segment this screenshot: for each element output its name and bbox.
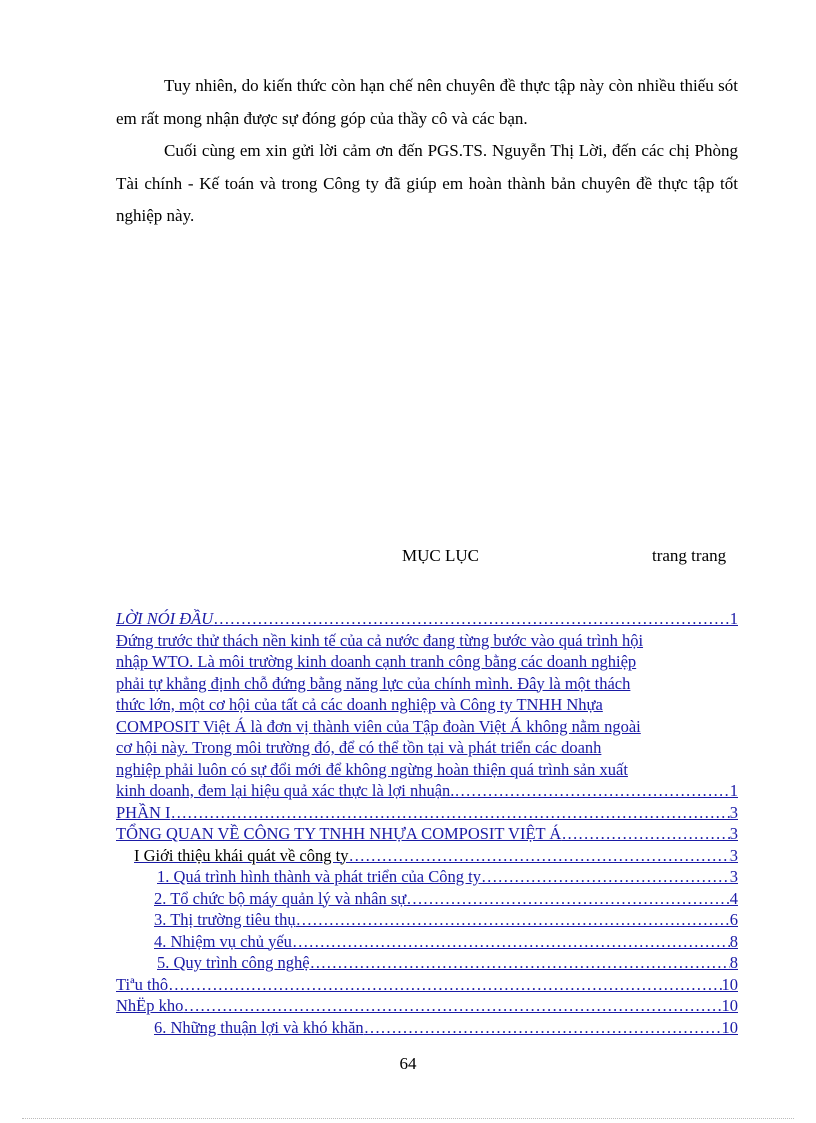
toc-entry-3[interactable]: 3. Thị trường tiêu thụ …………………………………………………………………………………………………………………………………………………………………… 6 bbox=[116, 909, 738, 931]
paragraph-closing-2: Cuối cùng em xin gửi lời cảm ơn đến PGS.TS. Nguyễn Thị Lời, đến các chị Phòng Tài chính - Kế toán và trong Công ty đã giúp em hoàn thành bản chuyên đề thực tập tốt nghiệp này. bbox=[116, 141, 738, 225]
toc-entry-2[interactable]: 2. Tổ chức bộ máy quản lý và nhân sự …………………………………………………………………………………………………………………………………………………………………… 4 bbox=[116, 888, 738, 910]
toc-entry-5[interactable]: 5. Quy trình công nghệ …………………………………………………………………………………………………………………………………………………………………… 8 bbox=[116, 952, 738, 974]
toc-entry-part1[interactable]: PHẦN I …………………………………………………………………………………………………………………………………………………………………… 3 bbox=[116, 802, 738, 824]
footer-divider bbox=[22, 1118, 794, 1119]
page-number: 64 bbox=[399, 1054, 417, 1073]
toc-entry-intro[interactable]: LỜI NÓI ĐẦU …………………………………………………………………………………………………………………………………………………………………… 1 bbox=[116, 608, 738, 630]
toc-entry-long[interactable]: Đứng trước thử thách nền kinh tế của cả nước đang từng bước vào quá trình hội nhập WTO. Là môi trường kinh doanh cạnh tranh công bằng các doanh nghiệp phải tự khẳng định chỗ đứng bằng năng lực của chính mình. Đây là một thách thức lớn, một cơ hội của tất cả các doanh nghiệp và Công ty TNHH Nhựa COMPOSIT Việt Á là đơn vị thành viên của Tập đoàn Việt Á không nằm ngoài cơ hội này. Trong môi trường đó, để có thể tồn tại và phát triển các doanh nghiệp phải luôn có sự đổi mới để không ngừng hoàn thiện quá trình sản xuất kinh doanh, đem lại hiệu quả xác thực là lợi nhuận. …………………………………………………………………………………………………………………………………………………………………… 1 bbox=[116, 630, 738, 802]
toc-entry-overview[interactable]: TỔNG QUAN VỀ CÔNG TY TNHH NHỰA COMPOSIT VIỆT Á …………………………………………………………………………………………………………………………………………………………………… 3 bbox=[116, 823, 738, 845]
toc-entry-4[interactable]: 4. Nhiệm vụ chủ yếu …………………………………………………………………………………………………………………………………………………………………… 8 bbox=[116, 931, 738, 953]
toc-entry-1[interactable]: 1. Quá trình hình thành và phát triển của Công ty …………………………………………………………………………………………………………………………………………………………………… 3 bbox=[116, 866, 738, 888]
toc-page-header: trang trang bbox=[652, 546, 727, 565]
table-of-contents bbox=[116, 608, 738, 1038]
toc-entry-company-intro[interactable]: I Giới thiệu khái quát về công ty …………………………………………………………………………………………………………………………………………………………………… 3 bbox=[116, 845, 738, 867]
toc-entry-nhap-kho[interactable]: NhËp kho …………………………………………………………………………………………………………………………………………………………………… 10 bbox=[116, 995, 738, 1017]
toc-entry-6[interactable]: 6. Những thuận lợi và khó khăn …………………………………………………………………………………………………………………………………………………………………… 10 bbox=[116, 1017, 738, 1039]
toc-title: MỤC LỤC bbox=[402, 546, 479, 565]
toc-entry-tieu-tho[interactable]: Tiªu thô …………………………………………………………………………………………………………………………………………………………………… 10 bbox=[116, 974, 738, 996]
paragraph-closing-1: Tuy nhiên, do kiến thức còn hạn chế nên chuyên đề thực tập này còn nhiều thiếu sót em rất mong nhận được sự đóng góp của thầy cô và các bạn. bbox=[116, 76, 738, 128]
